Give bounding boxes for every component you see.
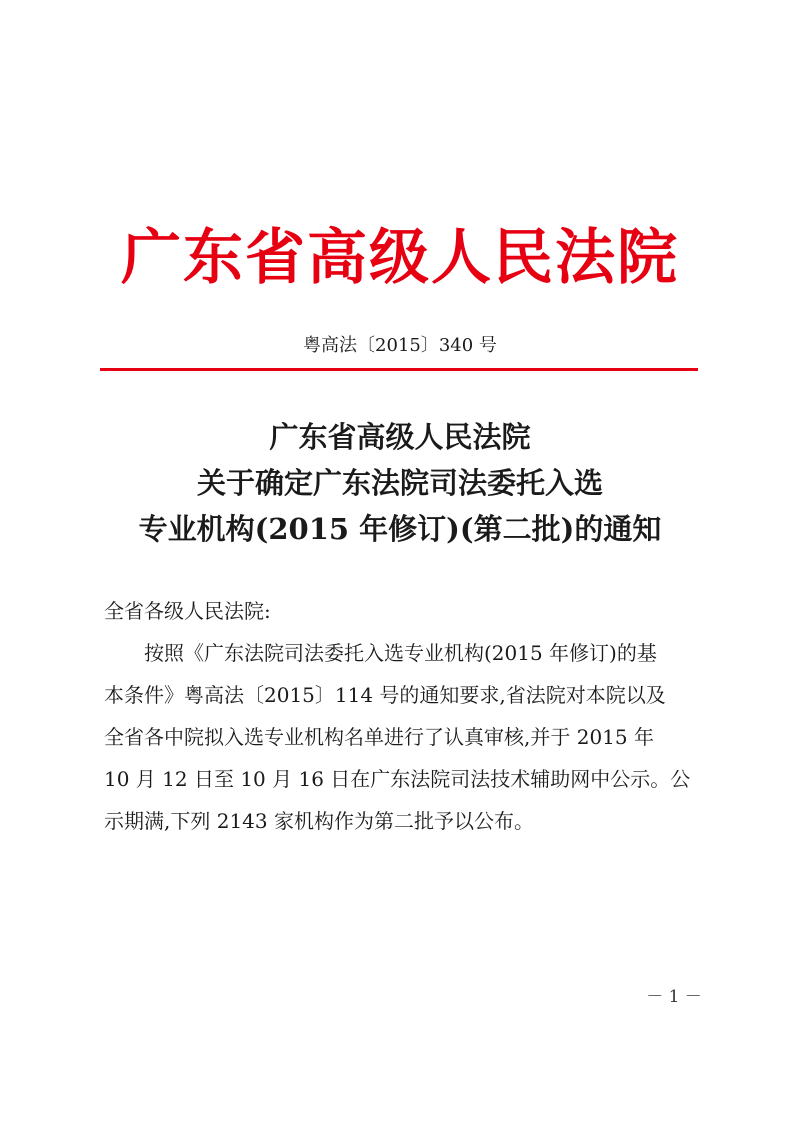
notice-title	[0, 414, 800, 552]
notice-body	[104, 590, 698, 842]
paragraph-line-1: 按照《广东法院司法委托入选专业机构(2015 年修订)的基	[144, 641, 657, 665]
title-line-2: 关于确定广东法院司法委托入选	[196, 466, 603, 500]
title-line-1: 广东省高级人民法院	[269, 420, 531, 454]
paragraph-line-5: 示期满,下列 2143 家机构作为第二批予以公布。	[104, 809, 534, 833]
page-number: － 1 －	[646, 987, 702, 1007]
paragraph-line-3: 全省各中院拟入选专业机构名单进行了认真审核,并于 2015 年	[104, 725, 654, 749]
red-divider-line	[100, 368, 698, 371]
paragraph-line-4: 10 月 12 日至 10 月 16 日在广东法院司法技术辅助网中公示。公	[104, 767, 691, 791]
title-line-3: 专业机构(2015 年修订)(第二批)的通知	[138, 512, 662, 546]
salutation: 全省各级人民法院:	[104, 599, 271, 623]
document-number: 粤高法〔2015〕340 号	[303, 335, 497, 356]
issuer-masthead: 广东省高级人民法院	[121, 223, 679, 293]
paragraph-line-2: 本条件》粤高法〔2015〕114 号的通知要求,省法院对本院以及	[104, 683, 666, 707]
